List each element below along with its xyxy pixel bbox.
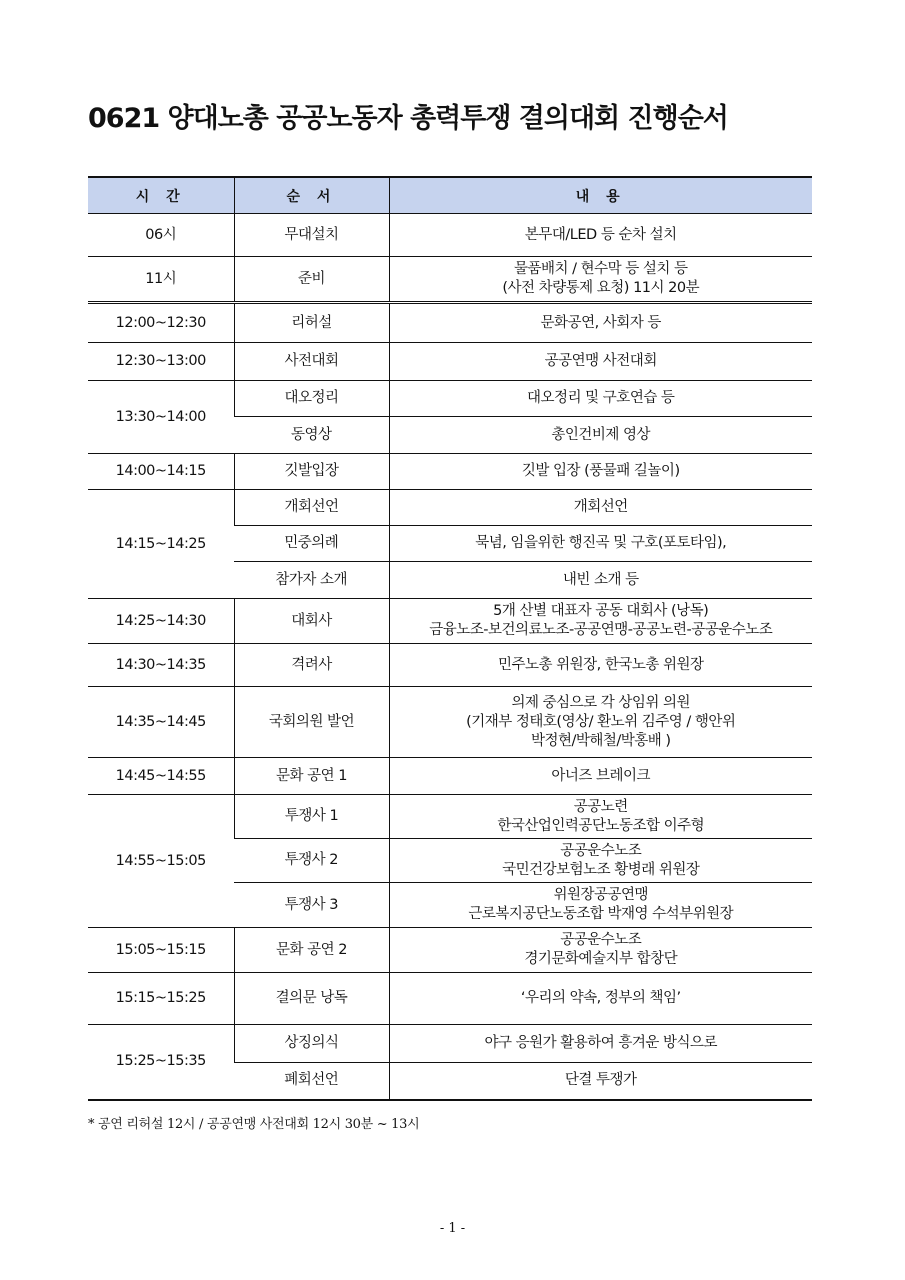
table-row (88, 490, 812, 526)
content-cell: 공공운수노조 국민건강보험노조 황병래 위원장 (389, 839, 812, 883)
order-cell: 개회선언 (234, 490, 389, 526)
time-cell: 14:15~14:25 (88, 490, 234, 599)
time-cell: 14:45~14:55 (88, 758, 234, 795)
order-cell: 결의문 낭독 (234, 973, 389, 1025)
time-cell: 14:25~14:30 (88, 599, 234, 644)
time-cell: 14:55~15:05 (88, 795, 234, 928)
order-cell: 참가자 소개 (234, 562, 389, 599)
content-cell: 공공운수노조 경기문화예술지부 합창단 (389, 928, 812, 973)
order-cell: 사전대회 (234, 343, 389, 381)
order-cell: 격려사 (234, 644, 389, 687)
table-row (88, 928, 812, 973)
table-row (88, 644, 812, 687)
content-cell: 공공연맹 사전대회 (389, 343, 812, 381)
order-cell: 동영상 (234, 417, 389, 454)
content-cell: 물품배치 / 현수막 등 설치 등 (사전 차량통제 요청) 11시 20분 (389, 257, 812, 303)
content-cell: 내빈 소개 등 (389, 562, 812, 599)
time-cell: 12:30~13:00 (88, 343, 234, 381)
content-cell: 야구 응원가 활용하여 흥겨운 방식으로 (389, 1025, 812, 1063)
table-row (88, 214, 812, 257)
order-cell: 투쟁사 2 (234, 839, 389, 883)
header-order: 순 서 (234, 177, 389, 214)
time-cell: 12:00~12:30 (88, 303, 234, 343)
time-cell: 15:05~15:15 (88, 928, 234, 973)
content-cell: 문화공연, 사회자 등 (389, 303, 812, 343)
content-cell: 총인건비제 영상 (389, 417, 812, 454)
table-row (88, 758, 812, 795)
table-row (88, 381, 812, 417)
content-cell: 묵념, 임을위한 행진곡 및 구호(포토타임), (389, 526, 812, 562)
content-cell: 대오정리 및 구호연습 등 (389, 381, 812, 417)
time-cell: 06시 (145, 226, 177, 243)
order-cell: 투쟁사 1 (234, 795, 389, 839)
schedule-table (88, 176, 812, 1101)
content-cell: 의제 중심으로 각 상임위 의원 (기재부 정태호(영상/ 환노위 김주영 / 행안위 박정현/박해철/박홍배 ) (389, 687, 812, 758)
table-row (88, 343, 812, 381)
order-cell: 리허설 (234, 303, 389, 343)
table-header-row (88, 177, 812, 214)
table-row (88, 1025, 812, 1063)
content-cell: 본무대/LED 등 순차 설치 (389, 214, 812, 257)
order-cell: 국회의원 발언 (234, 687, 389, 758)
page-number: - 1 - (439, 1221, 466, 1236)
order-cell: 민중의례 (234, 526, 389, 562)
content-cell: 5개 산별 대표자 공동 대회사 (낭독) 금융노조-보건의료노조-공공연맹-공공노련-공공운수노조 (389, 599, 812, 644)
table-row (88, 454, 812, 490)
order-cell: 무대설치 (234, 214, 389, 257)
table-row (88, 257, 812, 303)
order-cell: 상징의식 (234, 1025, 389, 1063)
order-cell: 투쟁사 3 (234, 883, 389, 928)
footnote: * 공연 리허설 12시 / 공공연맹 사전대회 12시 30분 ~ 13시 (88, 1117, 420, 1132)
table-row (88, 795, 812, 839)
order-cell: 대회사 (234, 599, 389, 644)
order-cell: 준비 (234, 257, 389, 303)
time-cell: 15:15~15:25 (88, 973, 234, 1025)
content-cell: 깃발 입장 (풍물패 길놀이) (389, 454, 812, 490)
time-cell: 14:30~14:35 (88, 644, 234, 687)
order-cell: 깃발입장 (234, 454, 389, 490)
order-cell: 대오정리 (234, 381, 389, 417)
content-cell: 위원장공공연맹 근로복지공단노동조합 박재영 수석부위원장 (389, 883, 812, 928)
document-title: 0621 양대노총 공공노동자 총력투쟁 결의대회 진행순서 (88, 103, 728, 134)
content-cell: 아너즈 브레이크 (389, 758, 812, 795)
table-row (88, 687, 812, 758)
content-cell: 민주노총 위원장, 한국노총 위원장 (389, 644, 812, 687)
time-cell: 15:25~15:35 (88, 1025, 234, 1100)
time-cell: 13:30~14:00 (88, 381, 234, 454)
content-cell: ‘우리의 약속, 정부의 책임’ (389, 973, 812, 1025)
header-content: 내 용 (389, 177, 812, 214)
table-row (88, 973, 812, 1025)
time-cell: 14:00~14:15 (88, 454, 234, 490)
time-cell: 14:35~14:45 (88, 687, 234, 758)
table-row (88, 599, 812, 644)
header-time: 시 간 (88, 177, 234, 214)
order-cell: 문화 공연 2 (234, 928, 389, 973)
time-cell: 11시 (88, 257, 234, 303)
content-cell: 공공노련 한국산업인력공단노동조합 이주형 (389, 795, 812, 839)
order-cell: 문화 공연 1 (234, 758, 389, 795)
order-cell: 폐회선언 (234, 1063, 389, 1100)
content-cell: 개회선언 (389, 490, 812, 526)
table-row (88, 303, 812, 343)
content-cell: 단결 투쟁가 (389, 1063, 812, 1100)
